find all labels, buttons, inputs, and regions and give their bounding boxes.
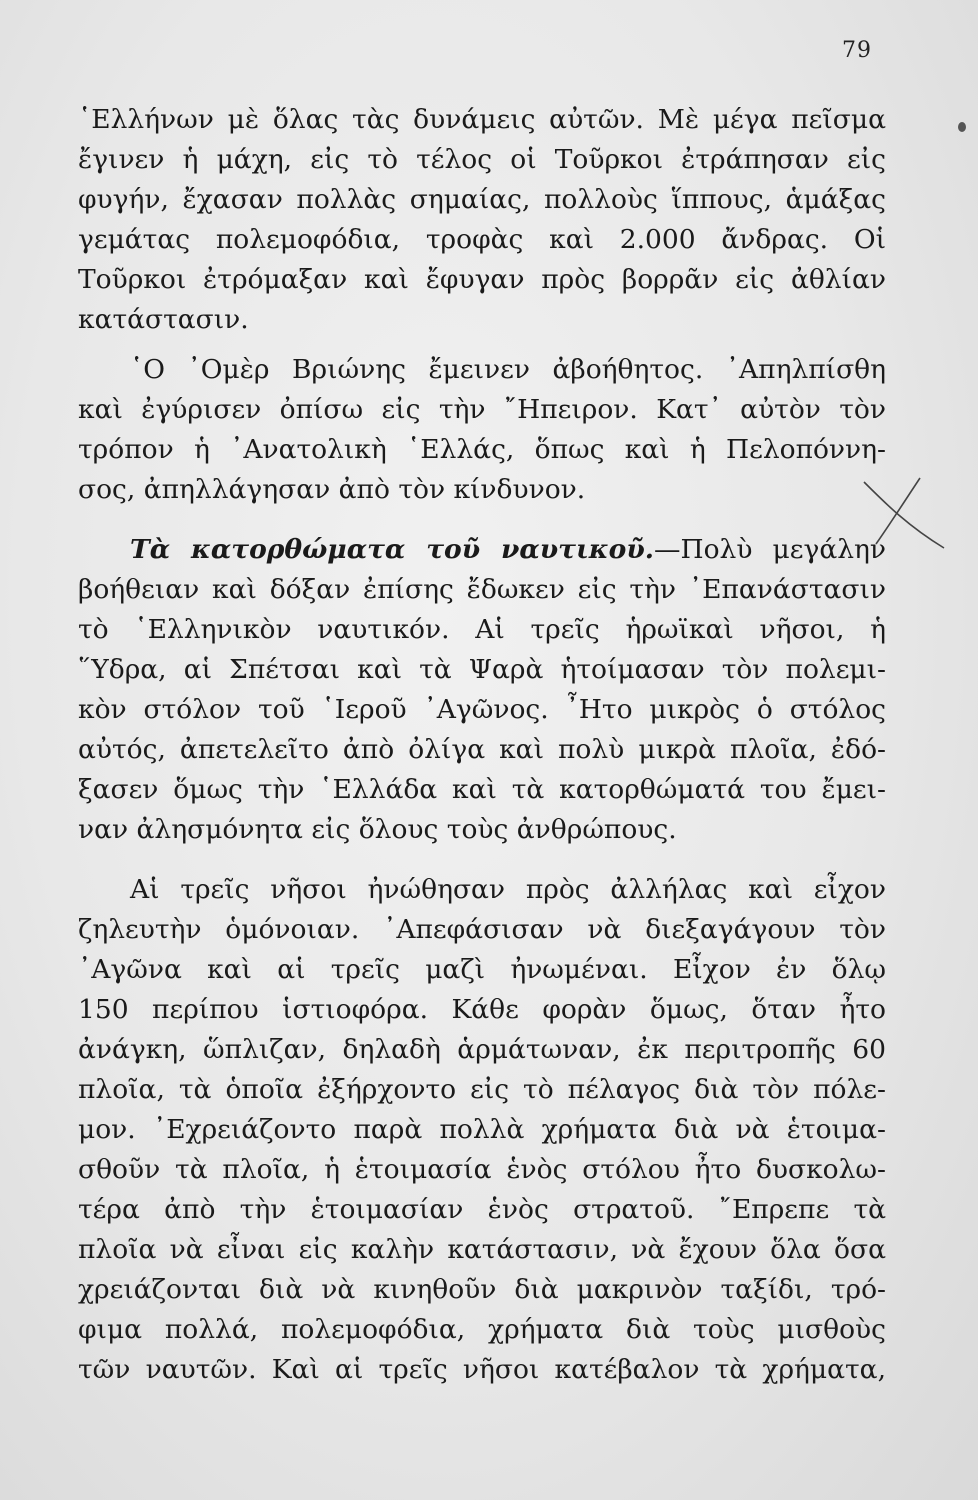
section-heading-continuation: —Πολὺ μεγάλην	[653, 534, 886, 565]
text-line: ἔγινεν ἡ μάχη, εἰς τὸ τέλος οἱ Τοῦρκοι ἐτράπησαν εἰς	[78, 144, 886, 175]
page-number: 79	[842, 38, 872, 63]
text-line: σος, ἀπηλλάγησαν ἀπὸ τὸν κίνδυνον.	[78, 474, 586, 505]
text-line: τρόπον ἡ ᾿Ανατολικὴ ῾Ελλάς, ὅπως καὶ ἡ Πελοπόννη-	[78, 434, 886, 465]
text-line: μον. ᾿Εχρειάζοντο παρὰ πολλὰ χρήματα διὰ νὰ ἑτοιμα-	[78, 1114, 886, 1145]
text-line: κατάστασιν.	[78, 304, 249, 335]
section-heading: Τὰ κατορθώματα τοῦ ναυτικοῦ.	[130, 534, 654, 565]
text-line: ῾Ο ᾿Ομὲρ Βριώνης ἔμεινεν ἀβοήθητος. ᾿Απηλπίσθη	[130, 354, 886, 385]
body-text	[0, 100, 978, 1500]
text-line: καὶ ἐγύρισεν ὀπίσω εἰς τὴν ῎Ηπειρον. Κατ᾿ αὐτὸν τὸν	[78, 394, 886, 425]
text-line: τῶν ναυτῶν. Καὶ αἱ τρεῖς νῆσοι κατέβαλον τὰ χρήματα,	[78, 1354, 886, 1385]
text-line: βοήθειαν καὶ δόξαν ἐπίσης ἔδωκεν εἰς τὴν ᾿Επανάστασιν	[78, 574, 886, 605]
text-line: ῾Ελλήνων μὲ ὅλας τὰς δυνάμεις αὐτῶν. Μὲ μέγα πεῖσμα	[78, 104, 886, 135]
text-line: φιμα πολλά, πολεμοφόδια, χρήματα διὰ τοὺς μισθοὺς	[78, 1314, 886, 1345]
text-line: αὐτός, ἀπετελεῖτο ἀπὸ ὀλίγα καὶ πολὺ μικρὰ πλοῖα, ἐδό-	[78, 734, 886, 765]
text-line: ναν ἀλησμόνητα εἰς ὅλους τοὺς ἀνθρώπους.	[78, 814, 677, 845]
text-line: ῞Υδρα, αἱ Σπέτσαι καὶ τὰ Ψαρὰ ἡτοίμασαν τὸν πολεμι-	[78, 654, 886, 685]
text-line: σθοῦν τὰ πλοῖα, ἡ ἑτοιμασία ἑνὸς στόλου ἦτο δυσκολω-	[78, 1154, 886, 1185]
text-line: φυγήν, ἔχασαν πολλὰς σημαίας, πολλοὺς ἵππους, ἁμάξας	[78, 184, 886, 215]
text-line: ᾿Αγῶνα καὶ αἱ τρεῖς μαζὶ ἠνωμέναι. Εἶχον ἐν ὅλῳ	[78, 954, 886, 985]
text-line: πλοῖα νὰ εἶναι εἰς καλὴν κατάστασιν, νὰ ἔχουν ὅλα ὅσα	[78, 1234, 886, 1265]
text-line: χρειάζονται διὰ νὰ κινηθοῦν διὰ μακρινὸν ταξίδι, τρό-	[78, 1274, 886, 1305]
text-line: τέρα ἀπὸ τὴν ἑτοιμασίαν ἑνὸς στρατοῦ. ῎Επρεπε τὰ	[78, 1194, 886, 1225]
text-line: Τοῦρκοι ἐτρόμαξαν καὶ ἔφυγαν πρὸς βορρᾶν εἰς ἀθλίαν	[78, 264, 886, 295]
text-line: 150 περίπου ἱστιοφόρα. Κάθε φορὰν ὅμως, ὅταν ἦτο	[78, 994, 886, 1025]
text-line: Αἱ τρεῖς νῆσοι ἠνώθησαν πρὸς ἀλλήλας καὶ εἶχον	[130, 874, 886, 905]
text-line: γεμάτας πολεμοφόδια, τροφὰς καὶ 2.000 ἄνδρας. Οἱ	[78, 224, 886, 255]
text-line: ξασεν ὅμως τὴν ῾Ελλάδα καὶ τὰ κατορθώματά του ἔμει-	[78, 774, 886, 805]
section-heading-line	[130, 530, 886, 570]
text-line: ἀνάγκη, ὥπλιζαν, δηλαδὴ ἁρμάτωναν, ἐκ περιτροπῆς 60	[78, 1034, 886, 1065]
text-line: τὸ ῾Ελληνικὸν ναυτικόν. Αἱ τρεῖς ἡρωϊκαὶ νῆσοι, ἡ	[78, 614, 886, 645]
text-line: κὸν στόλον τοῦ ῾Ιεροῦ ᾿Αγῶνος. ῏Ητο μικρὸς ὁ στόλος	[78, 694, 886, 725]
text-line: ζηλευτὴν ὁμόνοιαν. ᾿Απεφάσισαν νὰ διεξαγάγουν τὸν	[78, 914, 886, 945]
text-line: πλοῖα, τὰ ὁποῖα ἐξήρχοντο εἰς τὸ πέλαγος διὰ τὸν πόλε-	[78, 1074, 886, 1105]
